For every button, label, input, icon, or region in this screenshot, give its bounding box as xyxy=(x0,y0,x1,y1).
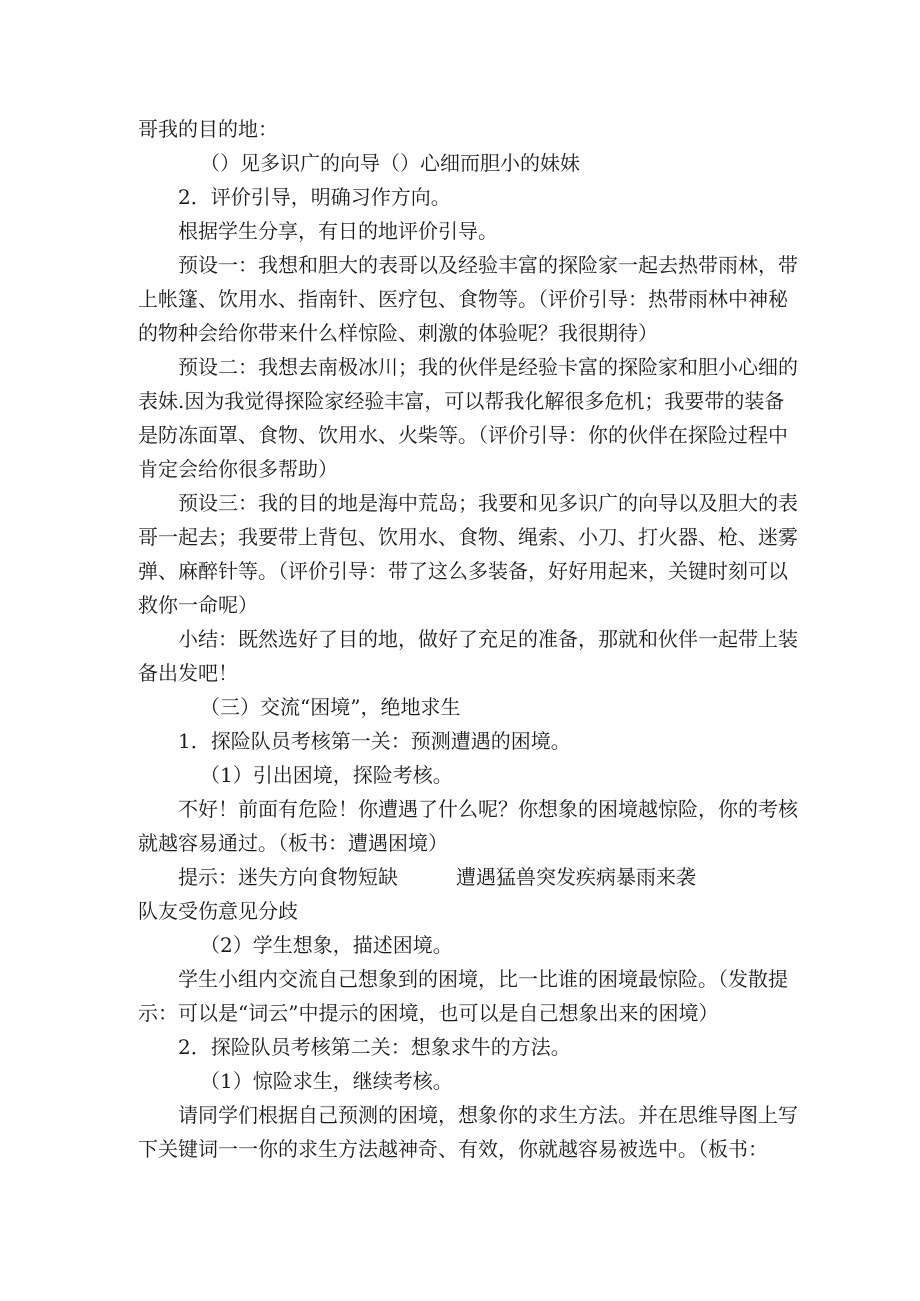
paragraph: 小结：既然选好了目的地，做好了充足的准备，那就和伙伴一起带上装备出发吧！ xyxy=(138,627,798,685)
paragraph: 预设三：我的目的地是海中荒岛；我要和见多识广的向导以及胆大的表哥一起去；我要带上背包、饮用水、食物、绳索、小刀、打火器、枪、迷雾弹、麻醉针等。（评价引导：带了这么多装备，好好用起来，关键时刻可以救你一命呢） xyxy=(138,491,798,617)
paragraph: 学生小组内交流自己想象到的困境，比一比谁的困境最惊险。（发散提示：可以是“词云”中提示的困境，也可以是自己想象出来的困境） xyxy=(138,967,788,1025)
paragraph: 哥我的目的地： xyxy=(138,117,278,141)
paragraph: 根据学生分享，有日的地评价引导。 xyxy=(178,219,498,243)
paragraph: 预设一：我想和胆大的表哥以及经验丰富的探险家一起去热带雨林，带上帐篷、饮用水、指南针、医疗包、食物等。（评价引导：热带雨林中神秘的物种会给你带来什么样惊险、刺激的体验呢？我很期待） xyxy=(138,253,798,345)
hint-part-1: 提示：迷失方向食物短缺 xyxy=(178,865,398,889)
paragraph: （）见多识广的向导（）心细而胆小的妹妹 xyxy=(200,151,580,175)
paragraph: 1．探险队员考核第一关：预测遭遇的困境。 xyxy=(178,729,571,753)
paragraph: 不好！前面有危险！你遭遇了什么呢？你想象的困境越惊险，你的考核就越容易通过。（板书：遭遇困境） xyxy=(138,797,798,855)
paragraph: （1）引出困境，探险考核。 xyxy=(200,763,453,787)
hint-part-2: 遭遇猛兽突发疾病暴雨来袭 xyxy=(456,865,696,889)
paragraph: 2．评价引导，明确习作方向。 xyxy=(178,185,451,209)
paragraph: （2）学生想象，描述困境。 xyxy=(200,933,453,957)
document-body xyxy=(138,112,798,1166)
paragraph: 预设二：我想去南极冰川；我的伙伴是经验卡富的探险家和胆小心细的表妹.因为我觉得探险家经验丰富，可以帮我化解很多危机；我要带的装备是防冻面罩、食物、饮用水、火柴等。（评价引导：你的伙伴在探险过程中肯定会给你很多帮助） xyxy=(138,355,798,481)
paragraph: 请同学们根据自己预测的困境，想象你的求生方法。并在思维导图上写下关键词一一你的求生方法越神奇、有效，你就越容易被选中。（板书： xyxy=(138,1103,798,1161)
paragraph: 队友受伤意见分歧 xyxy=(138,899,298,923)
hint-line xyxy=(138,860,798,894)
paragraph: （1）惊险求生，继续考核。 xyxy=(200,1069,453,1093)
section-heading: （三）交流“困境”，绝地求生 xyxy=(200,695,461,719)
paragraph: 2．探险队员考核第二关：想象求牛的方法。 xyxy=(178,1035,571,1059)
